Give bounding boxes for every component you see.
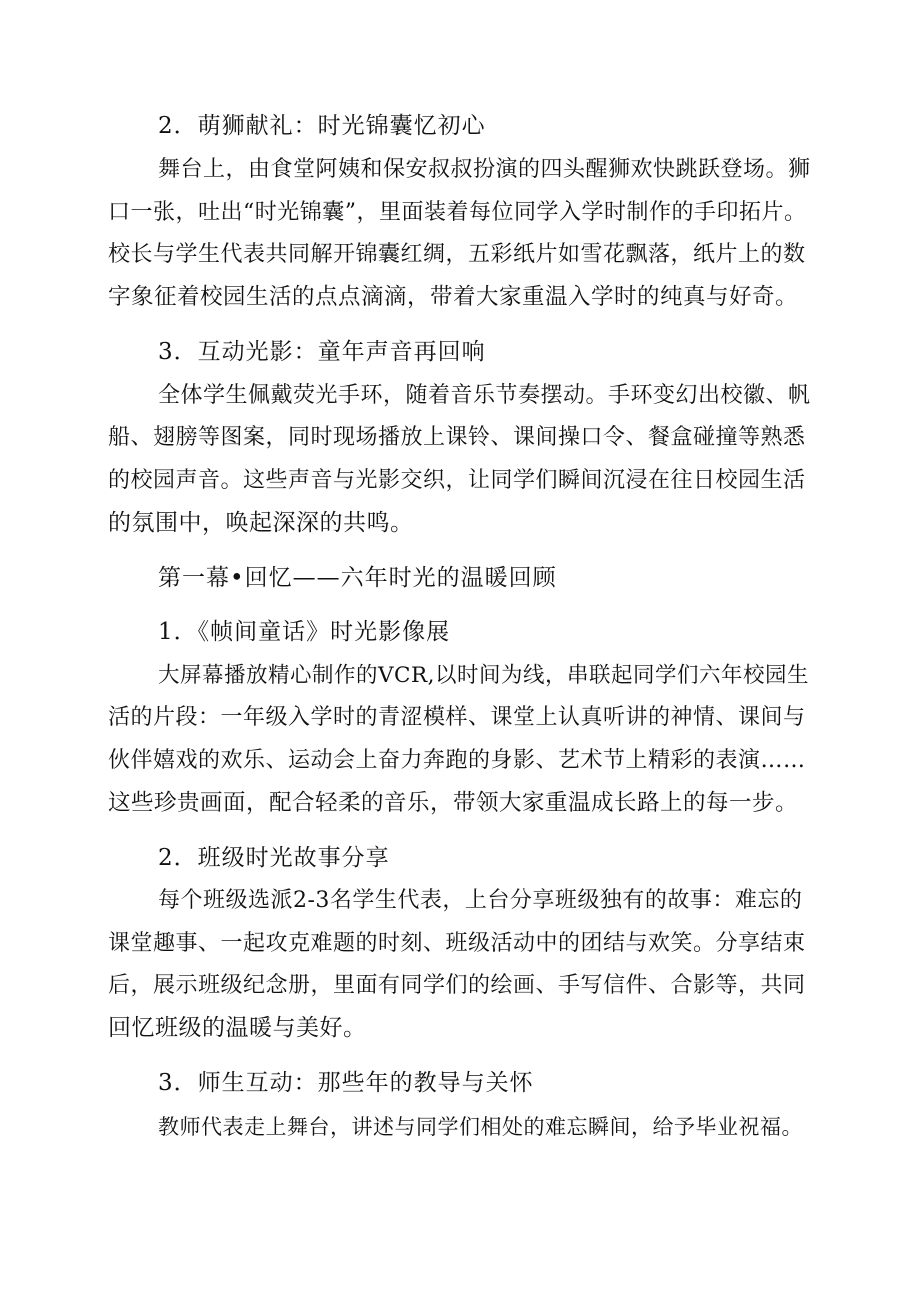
paragraph-line: 后，展示班级纪念册，里面有同学们的绘画、手写信件、合影等，共同 [108, 973, 806, 998]
paragraph-line: 伙伴嬉戏的欢乐、运动会上奋力奔跑的身影、艺术节上精彩的表演…… [108, 748, 806, 773]
section-heading: 2．班级时光故事分享 [158, 845, 390, 871]
paragraph-line: 回忆班级的温暖与美好。 [108, 1015, 367, 1041]
paragraph-line: 的校园声音。这些声音与光影交织，让同学们瞬间沉浸在往日校园生活 [108, 468, 806, 493]
paragraph-line: 教师代表走上舞台，讲述与同学们相处的难忘瞬间，给予毕业祝福。 [158, 1115, 803, 1139]
paragraph-line: 每个班级选派2-3名学生代表，上台分享班级独有的故事：难忘的 [158, 888, 803, 913]
paragraph-line: 的氛围中，唤起深深的共鸣。 [108, 510, 414, 536]
paragraph-line: 全体学生佩戴荧光手环，随着音乐节奏摆动。手环变幻出校徽、帆 [158, 383, 811, 408]
paragraph-line: 船、翅膀等图案，同时现场播放上课铃、课间操口令、餐盒碰撞等熟悉 [108, 425, 806, 450]
paragraph-line: 活的片段：一年级入学时的青涩模样、课堂上认真听讲的神情、课间与 [108, 705, 806, 730]
paragraph-line: 大屏幕播放精心制作的VCR,以时间为线，串联起同学们六年校园生 [158, 663, 810, 688]
paragraph-line: 这些珍贵画面，配合轻柔的音乐，带领大家重温成长路上的每一步。 [108, 790, 799, 816]
section-heading: 3．互动光影：童年声音再回响 [158, 339, 486, 365]
paragraph-line: 校长与学生代表共同解开锦囊红绸，五彩纸片如雪花飘落，纸片上的数 [108, 242, 806, 267]
section-heading: 2．萌狮献礼：时光锦囊忆初心 [158, 113, 486, 139]
paragraph-line: 课堂趣事、一起攻克难题的时刻、班级活动中的团结与欢笑。分享结束 [108, 931, 806, 956]
act-heading: 第一幕•回忆——六年时光的温暖回顾 [158, 565, 557, 591]
paragraph-line: 字象征着校园生活的点点滴滴，带着大家重温入学时的纯真与好奇。 [108, 284, 799, 310]
paragraph-line: 舞台上，由食堂阿姨和保安叔叔扮演的四头醒狮欢快跳跃登场。狮 [158, 157, 811, 182]
paragraph-line: 口一张，吐出“时光锦囊”，里面装着每位同学入学时制作的手印拓片。 [108, 200, 807, 225]
section-heading: 1．《帧间童话》时光影像展 [158, 619, 451, 645]
section-heading: 3．师生互动：那些年的教导与关怀 [158, 1070, 534, 1096]
